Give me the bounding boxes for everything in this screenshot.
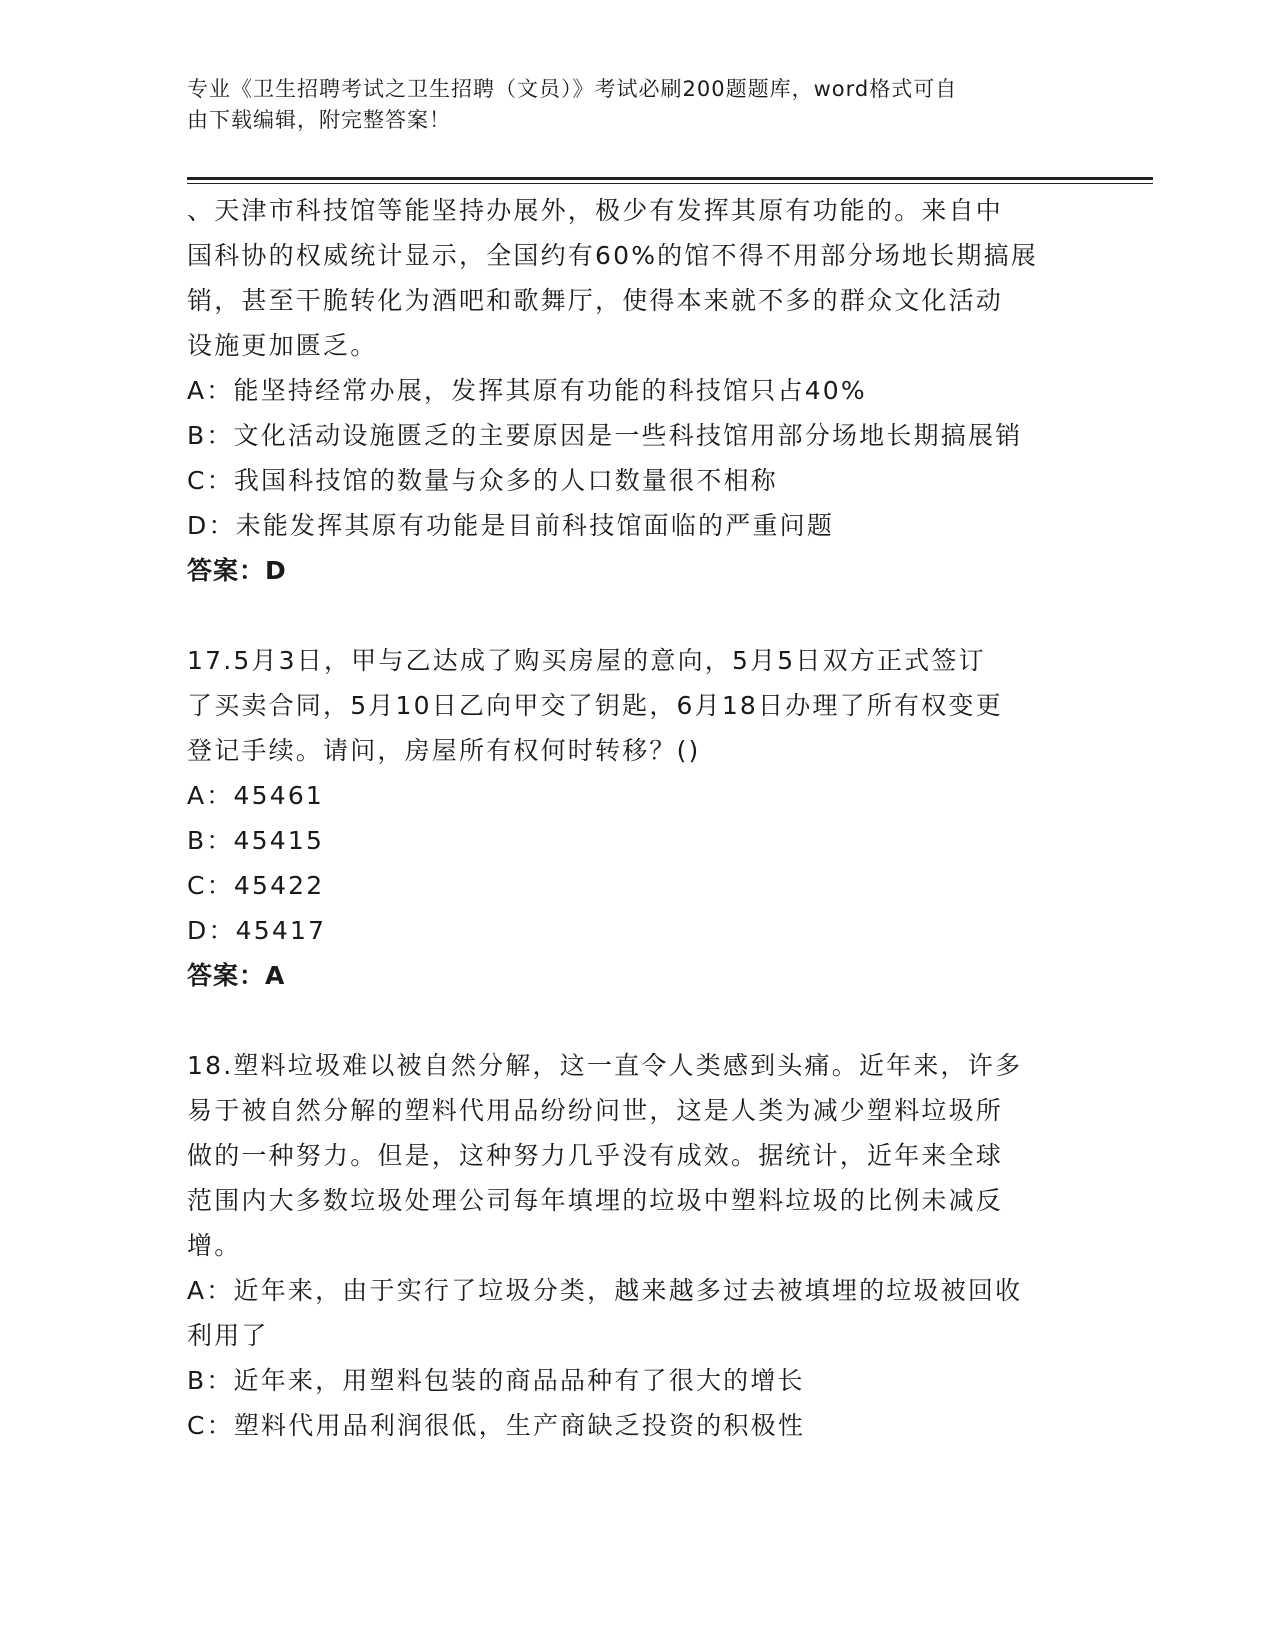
question-stem-line: 做的一种努力。但是，这种努力几乎没有成效。据统计，近年来全球 <box>187 1141 1004 1170</box>
question-17 <box>187 638 1087 998</box>
question-stem-line: 国科协的权威统计显示，全国约有60%的馆不得不用部分场地长期搞展 <box>187 241 1038 270</box>
question-stem-line: 登记手续。请问，房屋所有权何时转移？() <box>187 736 701 765</box>
header-title-line-2: 由下载编辑，附完整答案！ <box>187 108 451 132</box>
option-a: A：45461 <box>187 781 325 810</box>
option-b: B：文化活动设施匮乏的主要原因是一些科技馆用部分场地长期搞展销 <box>187 421 1023 450</box>
header-rule-thin <box>187 183 1153 184</box>
header-rule-thick <box>187 177 1153 180</box>
option-a: A：能坚持经常办展，发挥其原有功能的科技馆只占40% <box>187 376 867 405</box>
option-a: A：近年来，由于实行了垃圾分类，越来越多过去被填埋的垃圾被回收 <box>187 1276 1023 1305</box>
page-header <box>187 74 1067 136</box>
question-stem-line: 17.5月3日，甲与乙达成了购买房屋的意向，5月5日双方正式签订 <box>187 646 986 675</box>
answer-label: 答案：D <box>187 556 287 585</box>
document-body <box>187 188 1087 1448</box>
option-b: B：45415 <box>187 826 325 855</box>
option-d: D：45417 <box>187 916 327 945</box>
question-stem-line: 、天津市科技馆等能坚持办展外，极少有发挥其原有功能的。来自中 <box>187 196 1004 225</box>
question-stem-line: 增。 <box>187 1231 242 1260</box>
header-title-line-1: 专业《卫生招聘考试之卫生招聘（文员）》考试必刷200题题库，word格式可自 <box>187 77 958 101</box>
option-c: C：塑料代用品利润很低，生产商缺乏投资的积极性 <box>187 1411 806 1440</box>
question-stem-line: 易于被自然分解的塑料代用品纷纷问世，这是人类为减少塑料垃圾所 <box>187 1096 1004 1125</box>
question-stem-line: 设施更加匮乏。 <box>187 331 378 360</box>
question-16 <box>187 188 1087 593</box>
question-stem-line: 18.塑料垃圾难以被自然分解，这一直令人类感到头痛。近年来，许多 <box>187 1051 1023 1080</box>
option-c: C：45422 <box>187 871 325 900</box>
question-stem-line: 销，甚至干脆转化为酒吧和歌舞厅，使得本来就不多的群众文化活动 <box>187 286 1004 315</box>
question-stem-line: 范围内大多数垃圾处理公司每年填埋的垃圾中塑料垃圾的比例未减反 <box>187 1186 1004 1215</box>
question-spacer <box>187 998 1087 1043</box>
option-d: D：未能发挥其原有功能是目前科技馆面临的严重问题 <box>187 511 835 540</box>
question-18 <box>187 1043 1087 1448</box>
option-a-continued: 利用了 <box>187 1321 269 1350</box>
answer-label: 答案：A <box>187 961 286 990</box>
question-spacer <box>187 593 1087 638</box>
question-stem-line: 了买卖合同，5月10日乙向甲交了钥匙，6月18日办理了所有权变更 <box>187 691 1003 720</box>
option-b: B：近年来，用塑料包装的商品品种有了很大的增长 <box>187 1366 805 1395</box>
option-c: C：我国科技馆的数量与众多的人口数量很不相称 <box>187 466 778 495</box>
